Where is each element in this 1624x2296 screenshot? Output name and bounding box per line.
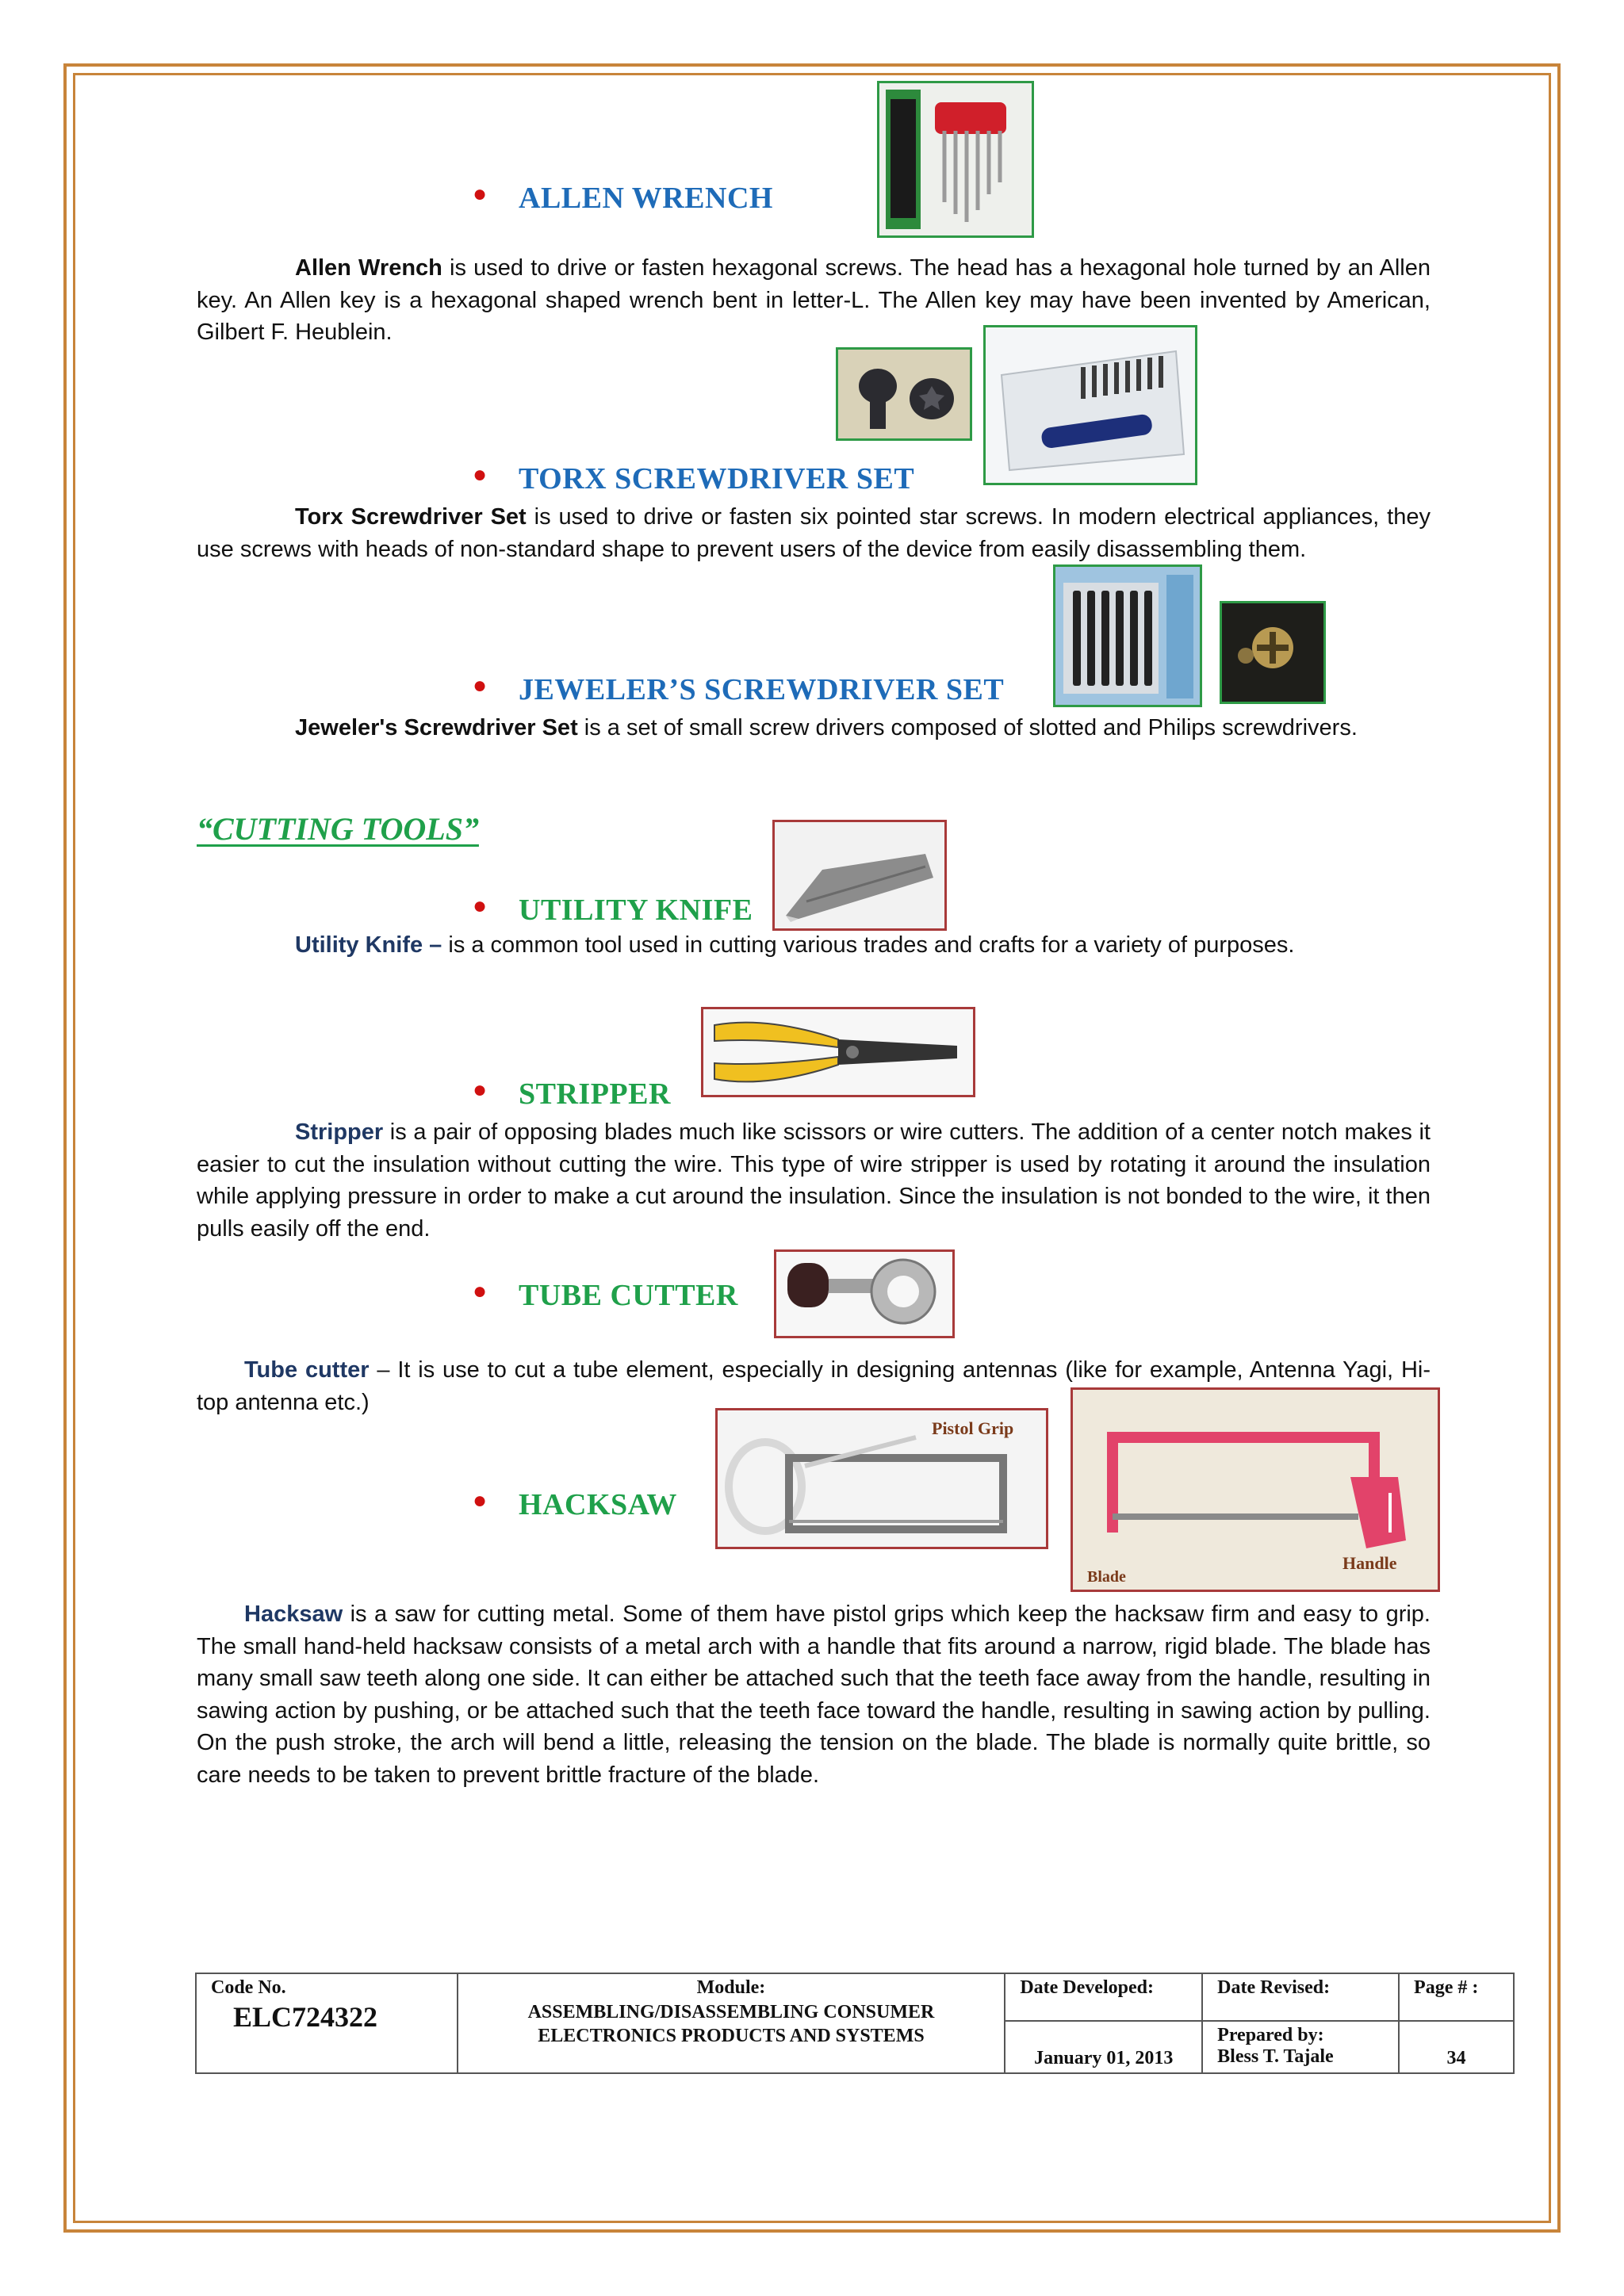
heading-text: UTILITY KNIFE (519, 894, 753, 927)
hacksaw-pistol-grip-image (715, 1408, 1048, 1549)
body-allen-wrench: is used to drive or fasten hexagonal screws. The head has a hexagonal hole turned by an Allen key. An Allen key is a hexagonal shaped wrench bent in letter-L. The Allen key may have been invented by American, Gilbert F. Heublein. (197, 255, 1431, 345)
hacksaw-handle-image (1071, 1387, 1440, 1592)
body-torx: is used to drive or fasten six pointed star screws. In modern electrical appliances, they use screws with heads of non-standard shape to prevent users of the device from easily disassembling them. (197, 504, 1431, 562)
prepared-by-label: Prepared by: (1217, 2025, 1324, 2045)
page-label: Page # : (1414, 1977, 1479, 1998)
lead-torx: Torx Screwdriver Set (295, 504, 527, 530)
torx-screwdriver-set-image (983, 325, 1197, 485)
heading-utility-knife (473, 893, 753, 928)
page-value-cell (1399, 2021, 1514, 2073)
heading-text: STRIPPER (519, 1077, 671, 1111)
bullet-icon: ● (473, 893, 488, 919)
heading-text: ALLEN WRENCH (519, 182, 773, 215)
module-cell (458, 1973, 1005, 2073)
code-value: ELC724322 (233, 2001, 378, 2033)
handle-label: Handle (1342, 1553, 1397, 1573)
bullet-icon: ● (473, 672, 488, 698)
bullet-icon: ● (473, 181, 488, 207)
utility-knife-image (772, 820, 947, 931)
date-developed-value-cell (1005, 2021, 1202, 2073)
heading-torx-screwdriver-set (473, 461, 915, 496)
bullet-icon: ● (473, 1077, 488, 1103)
stripper-image (701, 1007, 975, 1097)
blade-label: Blade (1087, 1568, 1126, 1586)
heading-text: JEWELER’S SCREWDRIVER SET (519, 673, 1005, 706)
heading-allen-wrench (473, 181, 773, 216)
phillips-screw-image (1220, 601, 1326, 704)
module-label: Module: (696, 1977, 766, 1998)
lead-jeweler: Jeweler's Screwdriver Set (295, 715, 578, 740)
jeweler-screwdriver-set-image (1053, 564, 1202, 707)
prepared-by-value: Bless T. Tajale (1217, 2046, 1334, 2067)
body-stripper: is a pair of opposing blades much like scissors or wire cutters. The addition of a center notch makes it easier to cut the insulation without cutting the wire. This type of wire stripper is used by rotating it around the insulation while applying pressure in order to make a cut around the insulation. Since the insulation is not bonded to the wire, it then pulls easily off the end. (197, 1119, 1431, 1242)
body-hacksaw: is a saw for cutting metal. Some of them have pistol grips which keep the hacksaw firm and easy to grip. The small hand-held hacksaw consists of a metal arch with a handle that fits around a narrow, rigid blade. The blade has many small saw teeth along one side. It can either be attached such that the teeth face away from the handle, resulting in sawing action by pushing, or be attached such that the teeth face toward the handle, resulting in sawing action by pulling. On the push stroke, the arch will bend a little, releasing the tension on the blade. The blade is normally quite brittle, so care needs to be taken to prevent brittle fracture of the blade. (197, 1601, 1431, 1788)
paragraph-jeweler (197, 712, 1431, 744)
lead-tube-cutter: Tube cutter (244, 1357, 370, 1383)
page-value: 34 (1446, 2048, 1466, 2068)
prepared-by-cell (1202, 2021, 1399, 2073)
paragraph-torx (197, 501, 1431, 565)
page-label-cell (1399, 1973, 1514, 2021)
bullet-icon: ● (473, 461, 488, 488)
paragraph-utility-knife (197, 929, 1431, 962)
heading-text: TORX SCREWDRIVER SET (519, 462, 915, 496)
date-revised-label-cell (1202, 1973, 1399, 2021)
code-label: Code No. (211, 1977, 286, 1998)
body-jeweler: is a set of small screw drivers composed of slotted and Philips screwdrivers. (577, 715, 1358, 740)
paragraph-stripper (197, 1116, 1431, 1245)
paragraph-hacksaw (197, 1598, 1431, 1791)
bullet-icon: ● (473, 1487, 488, 1513)
date-developed-label: Date Developed: (1020, 1977, 1154, 1998)
code-cell (196, 1973, 458, 2073)
allen-wrench-image (877, 81, 1034, 238)
heading-jewelers-screwdriver-set (473, 672, 1005, 707)
torx-screw-image (836, 347, 972, 441)
section-title-cutting-tools: “CUTTING TOOLS” (197, 811, 479, 847)
lead-stripper: Stripper (295, 1119, 384, 1145)
heading-text: HACKSAW (519, 1488, 677, 1521)
heading-hacksaw (473, 1487, 677, 1522)
lead-utility-knife: Utility Knife – (295, 932, 442, 958)
module-value: ASSEMBLING/DISASSEMBLING CONSUMER ELECTRONICS PRODUCTS AND SYSTEMS (527, 2002, 935, 2046)
heading-text: TUBE CUTTER (519, 1279, 738, 1312)
date-revised-label: Date Revised: (1217, 1977, 1331, 1998)
pistol-grip-label: Pistol Grip (932, 1418, 1014, 1438)
lead-allen-wrench: Allen Wrench (295, 255, 442, 281)
paragraph-allen-wrench (197, 252, 1431, 349)
bullet-icon: ● (473, 1278, 488, 1304)
tube-cutter-image (774, 1249, 955, 1338)
lead-hacksaw: Hacksaw (244, 1601, 343, 1627)
date-developed-value: January 01, 2013 (1034, 2048, 1174, 2068)
body-tube-cutter: – It is use to cut a tube element, especially in designing antennas (like for example, Antenna Yagi, Hi-top antenna etc.) (197, 1357, 1431, 1415)
document-footer-table (195, 1973, 1515, 2074)
heading-stripper (473, 1077, 671, 1112)
date-developed-label-cell (1005, 1973, 1202, 2021)
body-utility-knife: is a common tool used in cutting various trades and crafts for a variety of purposes. (442, 932, 1295, 958)
heading-tube-cutter (473, 1278, 738, 1313)
